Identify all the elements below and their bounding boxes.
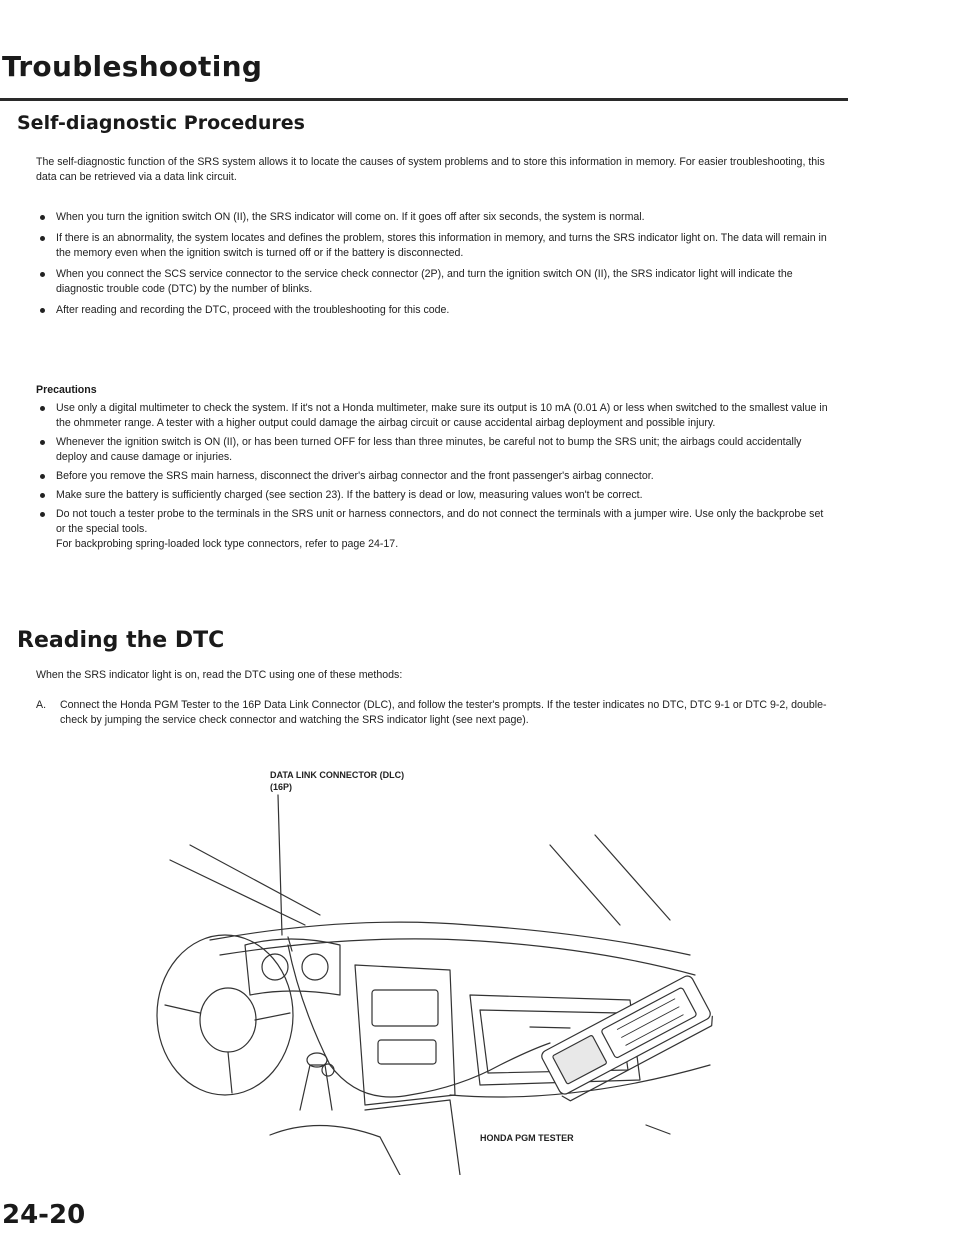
page-number: 24-20	[2, 1200, 86, 1230]
bullet-icon	[40, 474, 45, 479]
header-rule	[0, 98, 848, 101]
list-item: Whenever the ignition switch is ON (II), or has been turned OFF for less than three minutes, be careful not to bump the SRS unit; the airbags could accidentally deploy and cause damage or injuries.	[36, 435, 828, 465]
list-item: Make sure the battery is sufficiently charged (see section 23). If the battery is dead or low, measuring values won't be correct.	[36, 488, 828, 503]
list-item: Before you remove the SRS main harness, disconnect the driver's airbag connector and the front passenger's airbag connector.	[36, 469, 828, 484]
list-item: Do not touch a tester probe to the terminals in the SRS unit or harness connectors, and do not connect the terminals with a jumper wire. Use only the backprobe set or the special tools. For backprobing spring-loaded lock type connectors, refer to page 24-17.	[36, 507, 828, 552]
precautions-heading: Precautions	[36, 384, 97, 396]
section-title-reading-dtc: Reading the DTC	[17, 628, 225, 653]
dlc-callout: DATA LINK CONNECTOR (DLC) (16P)	[270, 770, 405, 792]
self-diagnostic-bullets	[36, 210, 828, 324]
bullet-icon	[40, 406, 45, 411]
step-text: Connect the Honda PGM Tester to the 16P Data Link Connector (DLC), and follow the tester's prompts. If the tester indicates no DTC, DTC 9-1 or DTC 9-2, double-check by jumping the service check connector and watching the SRS indicator light (see next page).	[60, 699, 827, 726]
bullet-icon	[40, 440, 45, 445]
bullet-icon	[40, 308, 45, 313]
list-item: When you turn the ignition switch ON (II), the SRS indicator will come on. If it goes off after six seconds, the system is normal.	[36, 210, 828, 225]
dashboard-illustration	[150, 765, 770, 1175]
bullet-icon	[40, 512, 45, 517]
list-item: Use only a digital multimeter to check the system. If it's not a Honda multimeter, make sure its output is 10 mA (0.01 A) or less when switched to the smallest value in the ohmmeter range. A tester with a higher output could damage the airbag circuit or cause accidental airbag deployment and possible injury.	[36, 401, 828, 431]
self-diagnostic-intro: The self-diagnostic function of the SRS system allows it to locate the causes of system problems and to store this information in memory. For easier troubleshooting, this data can be retrieved via a data link circuit.	[36, 156, 825, 183]
backprobe-note: For backprobing spring-loaded lock type connectors, refer to page 24-17.	[56, 538, 399, 550]
dtc-step-a	[36, 698, 828, 728]
dtc-intro: When the SRS indicator light is on, read the DTC using one of these methods:	[36, 669, 403, 681]
bullet-icon	[40, 215, 45, 220]
pgm-tester-callout: HONDA PGM TESTER	[480, 1133, 574, 1143]
list-item: After reading and recording the DTC, proceed with the troubleshooting for this code.	[36, 303, 828, 318]
list-item: If there is an abnormality, the system locates and defines the problem, stores this information in memory, and turns the SRS indicator light on. The data will remain in the memory even when the ignition switch is turned off or if the battery is disconnected.	[36, 231, 828, 261]
step-letter: A.	[36, 699, 47, 711]
bullet-icon	[40, 272, 45, 277]
precautions-list	[36, 401, 828, 556]
page-title: Troubleshooting	[2, 50, 263, 83]
section-title-self-diagnostic: Self-diagnostic Procedures	[17, 112, 305, 134]
list-item: When you connect the SCS service connector to the service check connector (2P), and turn the ignition switch ON (II), the SRS indicator light will indicate the diagnostic trouble code (DTC) by the number of blinks.	[36, 267, 828, 297]
bullet-icon	[40, 493, 45, 498]
bullet-icon	[40, 236, 45, 241]
